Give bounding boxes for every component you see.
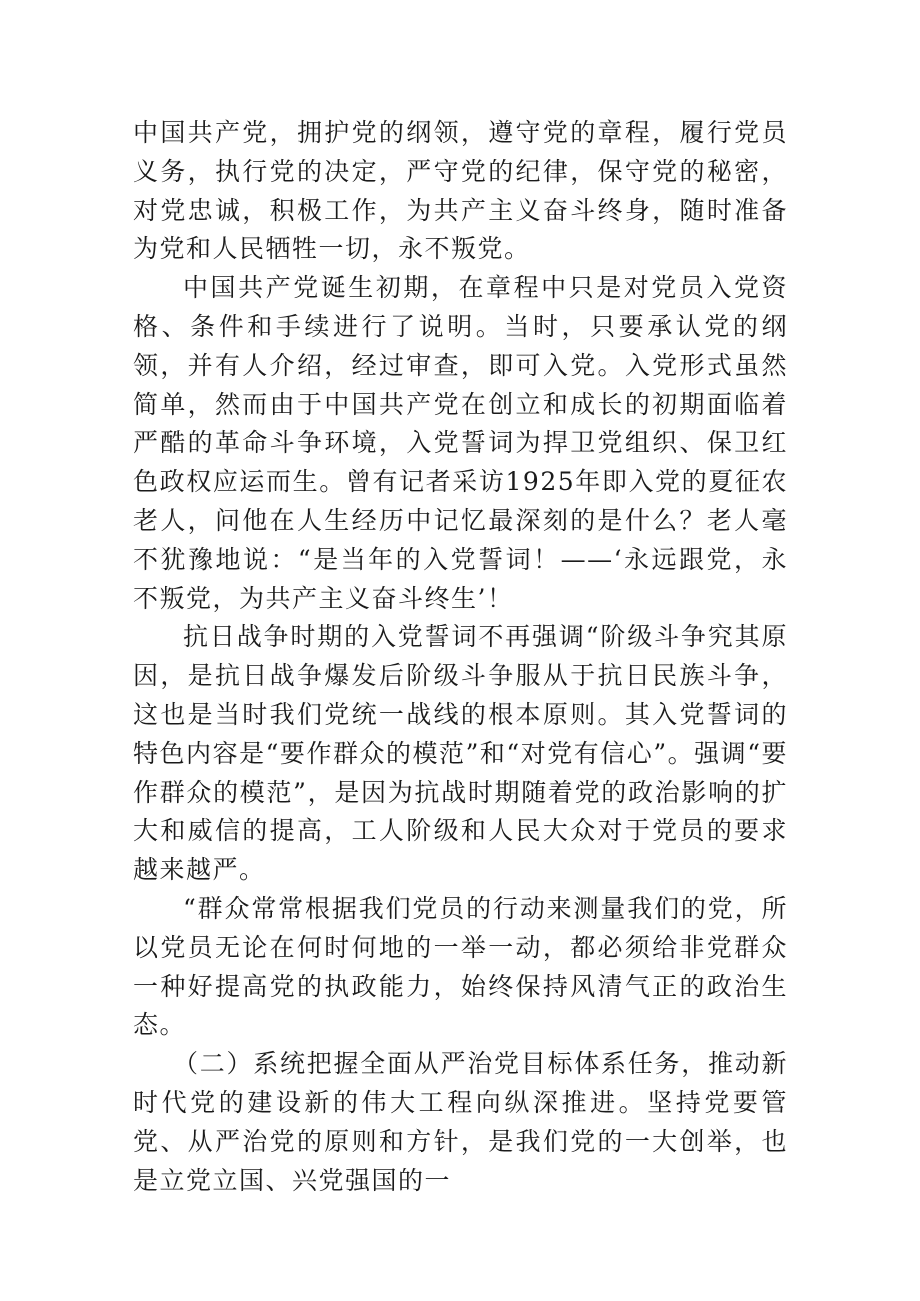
paragraph-masses-quote: “群众常常根据我们党员的行动来测量我们的党，所以党员无论在何时何地的一举一动，都必须给非党群众一种好提高党的执政能力，始终保持风清气正的政治生态。 <box>133 893 788 1040</box>
paragraph-oath-continuation: 中国共产党，拥护党的纲领，遵守党的章程，履行党员义务，执行党的决定，严守党的纪律，保守党的秘密，对党忠诚，积极工作，为共产主义奋斗终身，随时准备为党和人民牺牲一切，永不叛党。 <box>133 118 788 264</box>
paragraph-anti-japanese-war-oath: 抗日战争时期的入党誓词不再强调“阶级斗争究其原因，是抗日战争爆发后阶级斗争服从于抗日民族斗争，这也是当时我们党统一战线的根本原则。其入党誓词的特色内容是“要作群众的模范”和“对党有信心”。强调“要作群众的模范”，是因为抗战时期随着党的政治影响的扩大和威信的提高，工人阶级和人民大众对于党员的要求越来越严。 <box>133 622 788 885</box>
paragraph-early-party-history: 中国共产党诞生初期，在章程中只是对党员入党资格、条件和手续进行了说明。当时，只要承认党的纲领，并有人介绍，经过审查，即可入党。入党形式虽然简单，然而由于中国共产党在创立和成长的初期面临着严酷的革命斗争环境，入党誓词为捍卫党组织、保卫红色政权应运而生。曾有记者采访1925年即入党的夏征农老人，问他在人生经历中记忆最深刻的是什么？老人毫不犹豫地说：“是当年的入党誓词！——‘永远跟党，永不叛党，为共产主义奋斗终生’！ <box>133 273 788 613</box>
document-body <box>133 114 788 1200</box>
paragraph-section-two: （二）系统把握全面从严治党目标体系任务，推动新时代党的建设新的伟大工程向纵深推进。坚持党要管党、从严治党的原则和方针，是我们党的一大创举，也是立党立国、兴党强国的一 <box>133 1049 788 1195</box>
